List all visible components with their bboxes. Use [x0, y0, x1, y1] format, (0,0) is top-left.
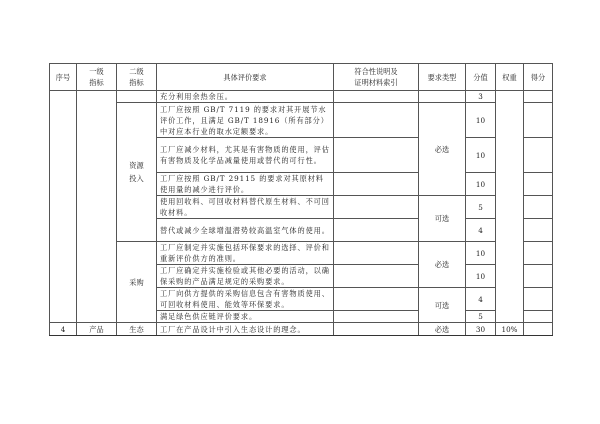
score-cell: 30 [466, 323, 496, 336]
evidence-cell[interactable] [334, 196, 419, 219]
requirement-cell: 工厂向供方提供的采购信息包含有害物质使用、可回收材料使用、能效等环保要求。 [157, 288, 334, 311]
evidence-cell[interactable] [334, 242, 419, 265]
type-cell: 必选 [419, 242, 466, 288]
weight-cell [496, 91, 524, 323]
requirement-cell: 满足绿色供应链评价要求。 [157, 311, 334, 323]
evidence-cell[interactable] [334, 323, 419, 336]
result-cell[interactable] [524, 173, 553, 196]
table-row [50, 103, 553, 138]
type-cell: 必选 [419, 323, 466, 336]
level1-cell [77, 91, 117, 323]
type-cell: 可选 [419, 288, 466, 323]
type-cell: 可选 [419, 196, 466, 242]
level2-resource [117, 103, 157, 242]
result-cell[interactable] [524, 91, 553, 103]
header-score: 分值 [466, 64, 496, 91]
score-cell: 4 [466, 288, 496, 311]
weight-cell: 10% [496, 323, 524, 336]
evidence-cell[interactable] [334, 91, 419, 103]
type-cell [419, 91, 466, 103]
level2-cell: 生态 [117, 323, 157, 336]
result-cell[interactable] [524, 311, 553, 323]
header-level2: 二级 指标 [117, 64, 157, 91]
requirement-cell: 工厂应确定并实施检验或其他必要的活动，以确保采购的产品满足规定的采购要求。 [157, 265, 334, 288]
header-weight: 权重 [496, 64, 524, 91]
result-cell[interactable] [524, 196, 553, 219]
header-level1: 一级 指标 [77, 64, 117, 91]
header-requirement: 具体评价要求 [157, 64, 334, 91]
type-cell: 必选 [419, 103, 466, 196]
requirement-cell: 使用回收料、可回收材料替代原生材料、不可回收材料。 [157, 196, 334, 219]
result-cell[interactable] [524, 288, 553, 311]
score-cell: 10 [466, 138, 496, 173]
result-cell[interactable] [524, 103, 553, 138]
header-no: 序号 [50, 64, 77, 91]
requirement-cell: 工厂应按照 GB/T 29115 的要求对其原材料使用量的减少进行评价。 [157, 173, 334, 196]
header-evidence: 符合性说明及 证明材料索引 [334, 64, 419, 91]
header-row [50, 64, 553, 91]
level2-purchase: 采购 [117, 242, 157, 323]
no-cell: 4 [50, 323, 77, 336]
requirement-cell: 工厂应减少材料，尤其是有害物质的使用，评估有害物质及化学品减量使用或替代的可行性。 [157, 138, 334, 173]
score-cell: 3 [466, 91, 496, 103]
result-cell[interactable] [524, 138, 553, 173]
evidence-cell[interactable] [334, 288, 419, 311]
result-cell[interactable] [524, 323, 553, 336]
score-cell: 5 [466, 311, 496, 323]
result-cell[interactable] [524, 265, 553, 288]
header-result: 得分 [524, 64, 553, 91]
score-cell: 5 [466, 196, 496, 219]
score-cell: 10 [466, 103, 496, 138]
table-row [50, 91, 553, 103]
evidence-cell[interactable] [334, 219, 419, 242]
score-cell: 10 [466, 242, 496, 265]
evidence-cell[interactable] [334, 265, 419, 288]
level1-cell: 产品 [77, 323, 117, 336]
level2-cell [117, 91, 157, 103]
score-cell: 10 [466, 173, 496, 196]
evaluation-table [49, 63, 553, 336]
requirement-cell: 替代或减少全球增温潜势较高温室气体的使用。 [157, 219, 334, 242]
requirement-cell: 工厂应按照 GB/T 7119 的要求对其开展节水评价工作，且满足 GB/T 18916（所有部分）中对应本行业的取水定额要求。 [157, 103, 334, 138]
result-cell[interactable] [524, 242, 553, 265]
requirement-cell: 工厂在产品设计中引入生态设计的理念。 [157, 323, 334, 336]
score-cell: 10 [466, 265, 496, 288]
table-row [50, 242, 553, 265]
no-cell [50, 91, 77, 323]
score-cell: 4 [466, 219, 496, 242]
requirement-cell: 工厂应制定并实施包括环保要求的选择、评价和重新评价供方的准则。 [157, 242, 334, 265]
evidence-cell[interactable] [334, 173, 419, 196]
requirement-cell: 充分利用余热余压。 [157, 91, 334, 103]
evidence-cell[interactable] [334, 311, 419, 323]
result-cell[interactable] [524, 219, 553, 242]
evidence-cell[interactable] [334, 103, 419, 138]
header-type: 要求类型 [419, 64, 466, 91]
level2-label: 资源投入 [129, 161, 144, 183]
evidence-cell[interactable] [334, 138, 419, 173]
table-row-final [50, 323, 553, 336]
